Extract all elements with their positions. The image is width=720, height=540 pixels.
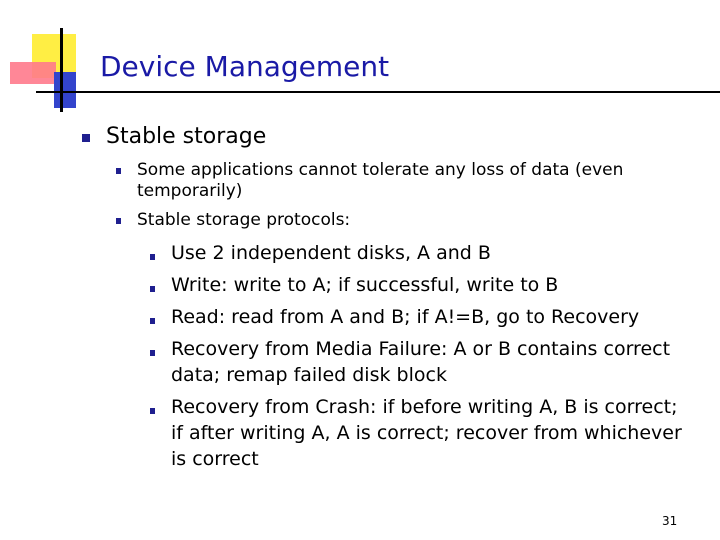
level3-item-3-line-1: Read: read from A and B; if A!=B, go to Recovery: [171, 306, 640, 328]
bullet-level2: [116, 218, 121, 224]
page-number: 31: [662, 514, 678, 528]
bullet-level3: [150, 286, 155, 292]
level3-item-4-line-2: data; remap failed disk block: [171, 364, 447, 386]
logo-vertical-line: [60, 28, 63, 112]
level3-item-5-line-1: Recovery from Crash: if before writing A, B is correct;: [171, 396, 678, 418]
level3-item-5-line-3: is correct: [171, 448, 259, 470]
level3-item-2-line-1: Write: write to A; if successful, write to B: [171, 274, 559, 296]
level3-item-4-line-1: Recovery from Media Failure: A or B contains correct: [171, 338, 671, 360]
bullet-level3: [150, 350, 155, 356]
bullet-level3: [150, 318, 155, 324]
logo-blue-square: [54, 72, 76, 108]
bullet-level1: [82, 134, 90, 142]
bullet-level3: [150, 408, 155, 414]
level2-item-1-line-1: Some applications cannot tolerate any loss of data (even: [137, 160, 624, 180]
level2-item-1-line-2: temporarily): [137, 181, 243, 201]
level3-item-5-line-2: if after writing A, A is correct; recover from whichever: [171, 422, 682, 444]
level1-text: Stable storage: [106, 124, 267, 149]
title-underline: [36, 91, 720, 93]
level3-item-1-line-1: Use 2 independent disks, A and B: [171, 242, 491, 264]
logo-red-square: [10, 62, 56, 84]
bullet-level2: [116, 168, 121, 174]
slide-title: Device Management: [100, 50, 390, 83]
bullet-level3: [150, 254, 155, 260]
level2-item-2-line-1: Stable storage protocols:: [137, 210, 351, 230]
